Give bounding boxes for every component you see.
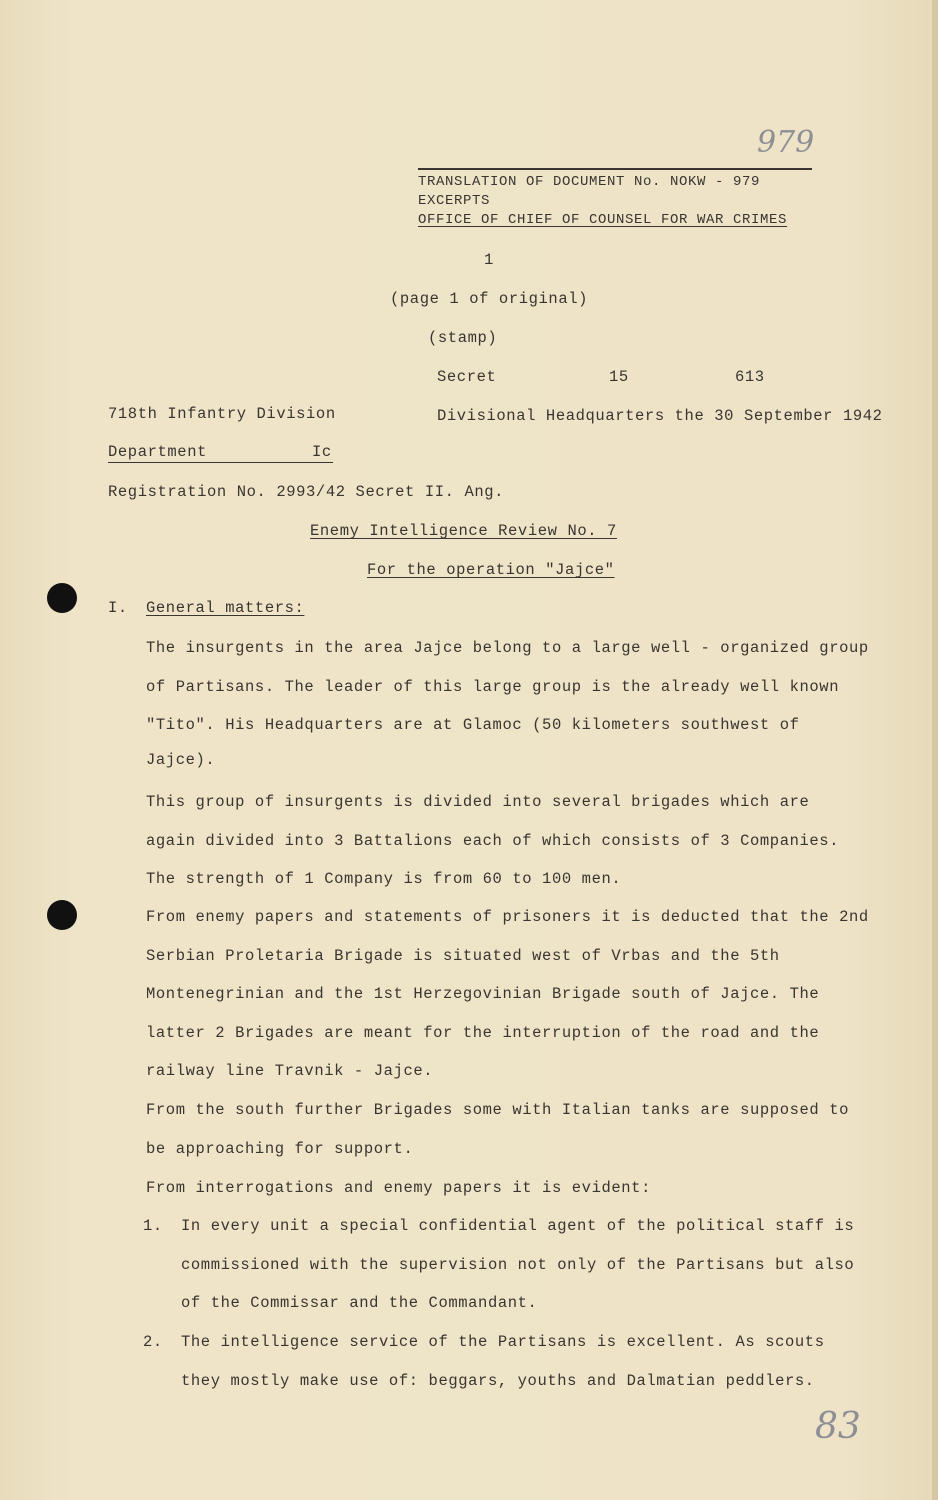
paragraph-evidence-intro — [146, 1169, 846, 1208]
page-number: 1 — [484, 251, 494, 269]
paragraph-line: Montenegrinian and the 1st Herzegovinian Brigade south of Jajce. The — [146, 985, 820, 1003]
punch-hole-top — [47, 583, 77, 613]
paragraph-brigade-structure — [146, 783, 846, 899]
original-page-note: (page 1 of original) — [390, 290, 589, 308]
hq-date-line: Divisional Headquarters the 30 September 1942 — [437, 407, 883, 425]
list-item-line: they mostly make use of: beggars, youths and Dalmatian peddlers. — [181, 1371, 815, 1390]
paragraph-insurgent-group — [146, 629, 869, 775]
stamp-secret: Secret — [437, 368, 497, 386]
list-item-line: commissioned with the supervision not only of the Partisans but also — [181, 1255, 855, 1274]
paragraph-line: From interrogations and enemy papers it is evident: — [146, 1179, 651, 1197]
header-translation-line: TRANSLATION OF DOCUMENT No. NOKW - 979 — [418, 174, 761, 190]
department-label: Department — [108, 443, 208, 461]
registration-line: Registration No. 2993/42 Secret II. Ang. — [108, 483, 505, 501]
list-item-line: of the Commissar and the Commandant. — [181, 1294, 538, 1312]
paragraph-line: From the south further Brigades some with Italian tanks are supposed to — [146, 1101, 850, 1119]
stamp-number-613: 613 — [735, 368, 765, 386]
list-item-number: 1. — [143, 1217, 163, 1235]
header-top-rule — [418, 168, 812, 170]
paragraph-line: of Partisans. The leader of this large group is the already well known — [146, 677, 840, 696]
section-numeral: I. — [108, 599, 128, 617]
paragraph-line: The strength of 1 Company is from 60 to 100 men. — [146, 870, 622, 888]
paragraph-line: From enemy papers and statements of prisoners it is deducted that the 2nd — [146, 908, 869, 926]
paragraph-line: be approaching for support. — [146, 1139, 414, 1158]
paragraph-brigade-positions — [146, 898, 869, 1091]
section-heading: General matters: — [146, 599, 305, 617]
paragraph-line: again divided into 3 Battalions each of which consists of 3 Companies. — [146, 831, 840, 850]
paragraph-line: Jajce). — [146, 750, 216, 769]
list-item-line: The intelligence service of the Partisans is excellent. As scouts — [181, 1333, 825, 1351]
list-item-number: 2. — [143, 1333, 163, 1351]
stamp-number-15: 15 — [609, 368, 629, 386]
paragraph-line: "Tito". His Headquarters are at Glamoc (50 kilometers southwest of — [146, 716, 800, 734]
header-excerpts-line: EXCERPTS — [418, 193, 491, 209]
list-item-line: In every unit a special confidential agent of the political staff is — [181, 1217, 855, 1235]
stamp-note: (stamp) — [428, 329, 498, 347]
paragraph-line: latter 2 Brigades are meant for the interruption of the road and the — [146, 1023, 820, 1042]
handwritten-folio-number: 83 — [815, 1406, 861, 1447]
paragraph-line: Serbian Proletaria Brigade is situated west of Vrbas and the 5th — [146, 946, 780, 965]
paragraph-southern-brigades — [146, 1091, 850, 1168]
punch-hole-bottom — [47, 900, 77, 930]
division-name: 718th Infantry Division — [108, 405, 336, 423]
operation-subtitle: For the operation "Jajce" — [367, 561, 615, 579]
review-title: Enemy Intelligence Review No. 7 — [310, 522, 617, 540]
handwritten-page-number: 979 — [757, 125, 815, 160]
paragraph-line: This group of insurgents is divided into several brigades which are — [146, 793, 810, 811]
paragraph-line: railway line Travnik - Jajce. — [146, 1062, 434, 1080]
paragraph-line: The insurgents in the area Jajce belong to a large well - organized group — [146, 639, 869, 657]
department-code: Ic — [312, 443, 332, 461]
header-office-line: OFFICE OF CHIEF OF COUNSEL FOR WAR CRIMES — [418, 212, 788, 228]
department-underline — [108, 462, 333, 463]
page-edge — [932, 0, 938, 1500]
